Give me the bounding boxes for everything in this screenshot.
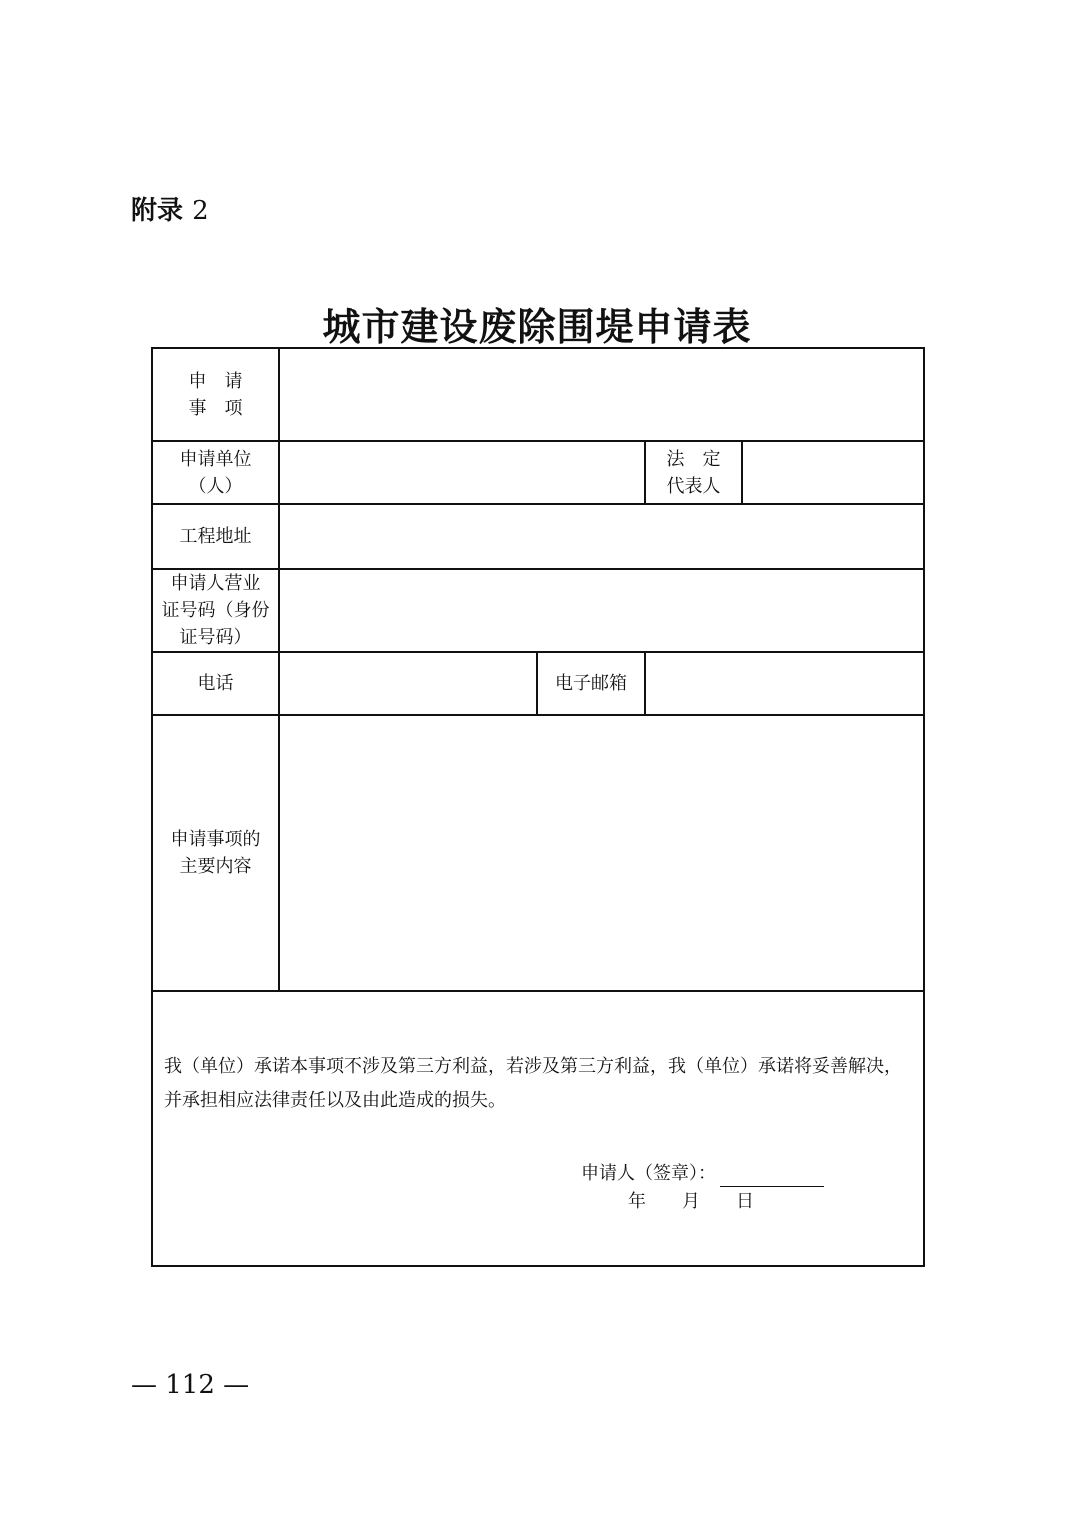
email-field[interactable] [645,652,924,715]
row-pledge [152,991,924,1266]
date-line: 年 月 日 [628,1191,754,1212]
appendix-heading [131,190,209,227]
legal-rep-field[interactable] [742,441,924,504]
signature-label: 申请人（签章）： [581,1163,716,1184]
project-address-field[interactable] [279,504,924,569]
row-applicant [152,441,924,504]
application-form [151,347,925,1267]
main-content-field[interactable] [279,715,924,991]
signature-line[interactable] [720,1168,824,1187]
license-id-field[interactable] [279,569,924,652]
applicant-unit-label: 申请单位 （人） [152,441,279,504]
phone-label: 电话 [152,652,279,715]
appendix-number: 2 [192,196,209,226]
application-item-field[interactable] [279,348,924,441]
main-content-label: 申请事项的 主要内容 [152,715,279,991]
email-label: 电子邮箱 [537,652,645,715]
row-main-content [152,715,924,991]
row-application-item [152,348,924,441]
signature-row [581,1160,824,1187]
row-contact [152,652,924,715]
application-item-label: 申 请 事 项 [152,348,279,441]
row-license-id [152,569,924,652]
appendix-label: 附录 [131,196,184,226]
page-title: 城市建设废除围堤申请表 [322,304,752,349]
phone-field[interactable] [279,652,537,715]
project-address-label: 工程地址 [152,504,279,569]
applicant-unit-field[interactable] [279,441,645,504]
legal-rep-label: 法 定 代表人 [645,441,742,504]
pledge-cell [152,991,924,1266]
license-id-label: 申请人营业 证号码（身份 证号码） [152,569,279,652]
page-number: — 112 — [131,1370,250,1400]
pledge-text: 我（单位）承诺本事项不涉及第三方利益，若涉及第三方利益，我（单位）承诺将妥善解决，并承担相应法律责任以及由此造成的损失。 [164,1056,902,1111]
row-project-address [152,504,924,569]
